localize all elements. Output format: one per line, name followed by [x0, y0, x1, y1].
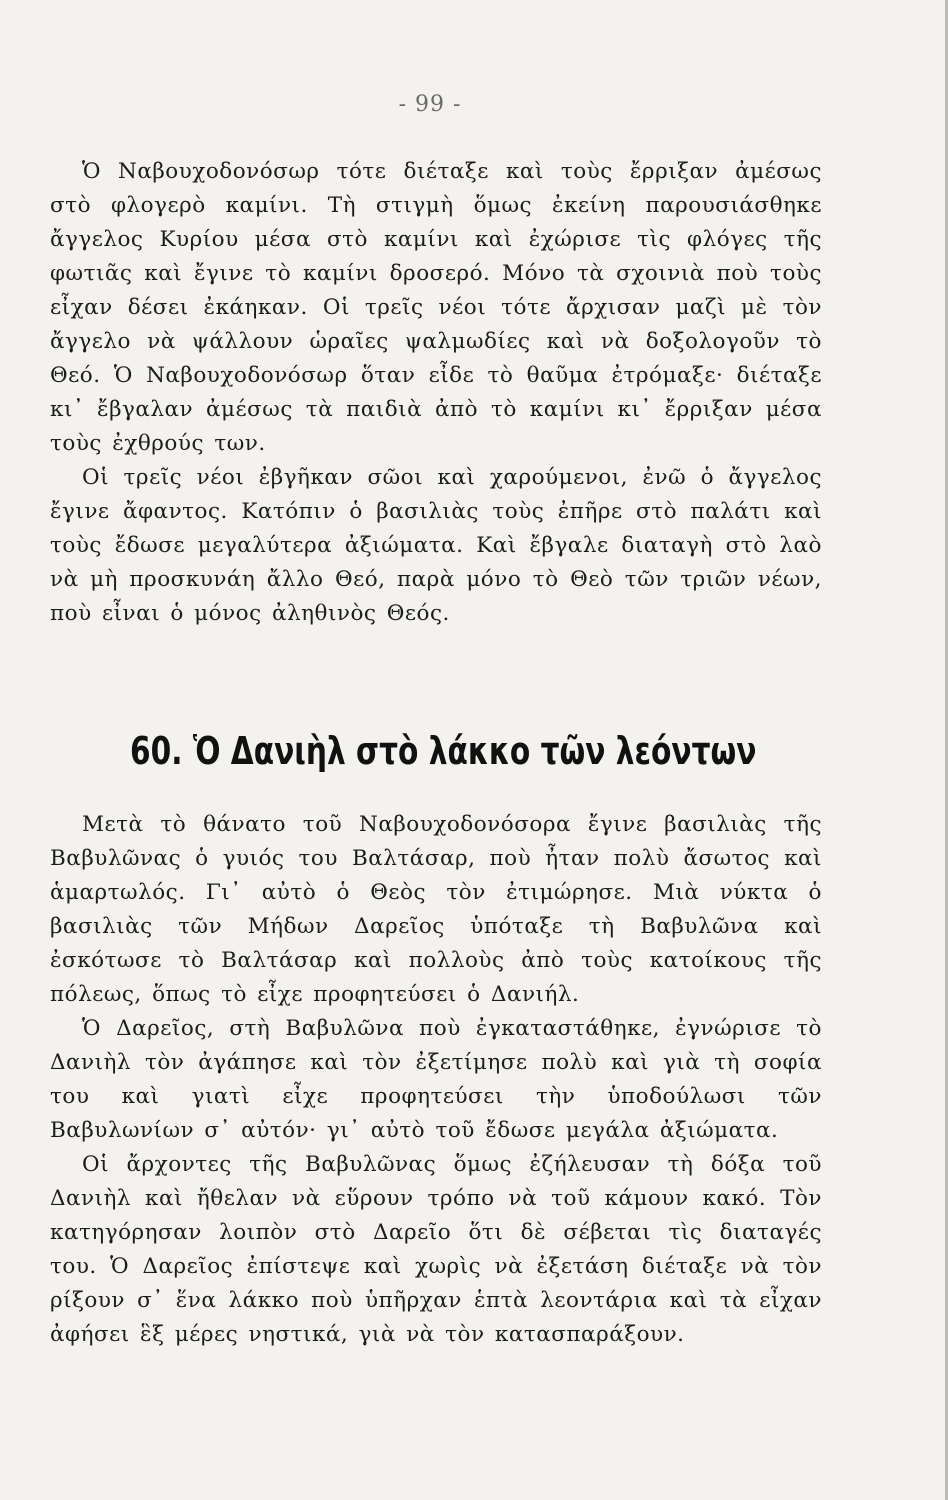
page-number: - 99 -: [398, 92, 462, 117]
paragraph: Οἱ τρεῖς νέοι ἐβγῆκαν σῶοι καὶ χαρούμενοι, ἐνῶ ὁ ἄγγελος ἔγινε ἄφαντος. Κατόπιν ὁ βασιλιὰς τοὺς ἐπῆρε στὸ παλάτι καὶ τοὺς ἔδωσε μεγαλύτερα ἀξιώματα. Καὶ ἔβγαλε διαταγὴ στὸ λαὸ νὰ μὴ προσκυνάη ἄλλο Θεό, παρὰ μόνο τὸ Θεὸ τῶν τριῶν νέων, ποὺ εἶναι ὁ μόνος ἀληθινὸς Θεός.: [50, 465, 822, 626]
paragraph: Μετὰ τὸ θάνατο τοῦ Ναβουχοδονόσορα ἔγινε βασιλιὰς τῆς Βαβυλῶνας ὁ γυιός του Βαλτάσαρ, ποὺ ἦταν πολὺ ἄσωτος καὶ ἁμαρτωλός. Γι᾽ αὐτὸ ὁ Θεὸς τὸν ἐτιμώρησε. Μιὰ νύκτα ὁ βασιλιὰς τῶν Μήδων Δαρεῖος ὑπόταξε τὴ Βαβυλῶνα καὶ ἐσκότωσε τὸ Βαλτάσαρ καὶ πολλοὺς ἀπὸ τοὺς κατοίκους τῆς πόλεως, ὅπως τὸ εἶχε προφητεύσει ὁ Δανιήλ.: [50, 812, 822, 1007]
paragraph: Ὁ Δαρεῖος, στὴ Βαβυλῶνα ποὺ ἐγκαταστάθηκε, ἐγνώρισε τὸ Δανιὴλ τὸν ἀγάπησε καὶ τὸν ἐξετίμησε πολὺ καὶ γιὰ τὴ σοφία του καὶ γιατὶ εἶχε προφητεύσει τὴν ὑποδούλωσι τῶν Βαβυλωνίων σ᾽ αὐτόν· γι᾽ αὐτὸ τοῦ ἔδωσε μεγάλα ἀξιώματα.: [50, 1016, 822, 1143]
paragraph: Ὁ Ναβουχοδονόσωρ τότε διέταξε καὶ τοὺς ἔρριξαν ἀμέσως στὸ φλογερὸ καμίνι. Τὴ στιγμὴ ὅμως ἐκείνη παρουσιάσθηκε ἄγγελος Κυρίου μέσα στὸ καμίνι καὶ ἐχώρισε τὶς φλόγες τῆς φωτιᾶς καὶ ἔγινε τὸ καμίνι δροσερό. Μόνο τὰ σχοινιὰ ποὺ τοὺς εἶχαν δέσει ἐκάηκαν. Οἱ τρεῖς νέοι τότε ἄρχισαν μαζὶ μὲ τὸν ἄγγελο νὰ ψάλλουν ὡραῖες ψαλμωδίες καὶ νὰ δοξολογοῦν τὸ Θεό. Ὁ Ναβουχοδονόσωρ ὅταν εἶδε τὸ θαῦμα ἐτρόμαξε· διέταξε κι᾽ ἔβγαλαν ἀμέσως τὰ παιδιὰ ἀπὸ τὸ καμίνι κι᾽ ἔρριξαν μέσα τοὺς ἐχθρούς των.: [50, 159, 822, 456]
chapter-heading: 60. Ὁ Δανιὴλ στὸ λάκκο τῶν λεόντων: [130, 729, 757, 773]
chapter-text: [50, 808, 822, 1352]
paragraph: Οἱ ἄρχοντες τῆς Βαβυλῶνας ὅμως ἐζήλευσαν τὴ δόξα τοῦ Δανιὴλ καὶ ἤθελαν νὰ εὕρουν τρόπο νὰ τοῦ κάμουν κακό. Τὸν κατηγόρησαν λοιπὸν στὸ Δαρεῖο ὅτι δὲ σέβεται τὶς διαταγές του. Ὁ Δαρεῖος ἐπίστεψε καὶ χωρὶς νὰ ἐξετάση διέταξε νὰ τὸν ρίξουν σ᾽ ἕνα λάκκο ποὺ ὑπῆρχαν ἑπτὰ λεοντάρια καὶ τὰ εἶχαν ἀφήσει ἓξ μέρες νηστικά, γιὰ νὰ τὸν κατασπαράξουν.: [50, 1152, 822, 1347]
previous-chapter-text: [50, 155, 822, 631]
